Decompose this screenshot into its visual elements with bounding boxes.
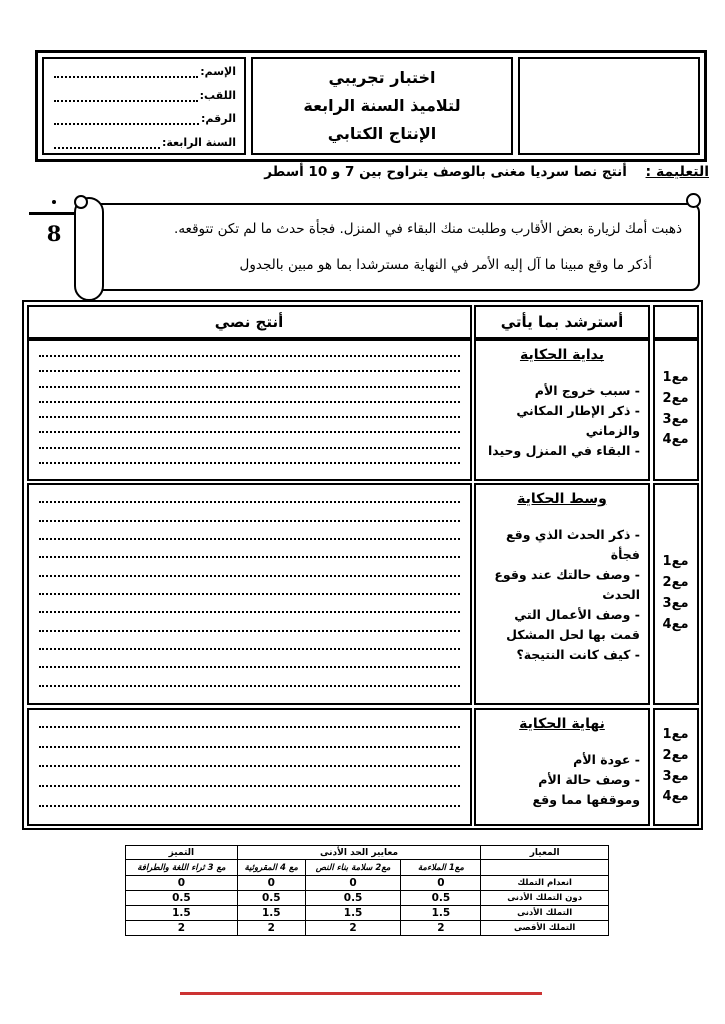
exam-title-block: [251, 57, 513, 155]
writing-dotted-line: [39, 355, 460, 357]
field-label: اللقب:: [199, 88, 236, 102]
criterion-tag: مع2: [662, 747, 689, 763]
criterion-tag: مع4: [662, 789, 689, 805]
student-info-field: [52, 89, 236, 102]
exam-title-line: لتلاميذ السنة الرابعة: [303, 96, 461, 115]
writing-dotted-line: [39, 593, 460, 595]
prompt-line-1: ذهبت أمك لزيارة بعض الأقارب وطلبت منك البقاء في المنزل. فجأة حدث ما لم تكن تتوقعه.: [174, 221, 682, 237]
rubric-row-label: انعدام التملك: [481, 876, 609, 891]
field-dotted-line: [54, 138, 160, 149]
rubric-value-cell: 0.5: [237, 891, 305, 906]
student-info-field: [52, 112, 236, 125]
bullet-item: - عودة الأم: [573, 751, 640, 767]
writing-dotted-line: [39, 746, 460, 748]
writing-area: [27, 339, 472, 481]
writing-dotted-line: [39, 648, 460, 650]
exam-title-line: الإنتاج الكتابي: [327, 124, 437, 143]
instruction-text: أنتج نصا سرديا مغنى بالوصف يتراوح بين 7 و 10 أسطر: [264, 164, 627, 180]
score-total: 8: [46, 221, 62, 246]
field-label: الإسم:: [200, 65, 236, 78]
writing-table: [22, 300, 703, 830]
rubric-data-row: [126, 906, 609, 921]
rubric-empty-cell: [481, 860, 609, 876]
criteria-cell: [653, 339, 699, 481]
criterion-tag: مع1: [662, 554, 689, 570]
rubric-value-cell: 0: [401, 876, 481, 891]
rubric-value-cell: 1.5: [401, 906, 481, 921]
instruction-label: التعليمة :: [645, 164, 709, 180]
writing-dotted-line: [39, 462, 460, 464]
student-info-box: [42, 57, 246, 155]
exam-title-line: اختبار تجريبي: [328, 68, 436, 87]
rubric-value-cell: 0: [126, 876, 238, 891]
rubric-column-header: مع1 الملاءمة: [401, 860, 481, 876]
rubric-value-cell: 0: [305, 876, 401, 891]
section-title: وسط الحكاية: [517, 491, 607, 507]
rubric-data-row: [126, 876, 609, 891]
field-dotted-line: [54, 91, 198, 102]
rubric-value-cell: 1.5: [126, 906, 238, 921]
rubric-subheader-row: [126, 860, 609, 876]
writing-dotted-line: [39, 431, 460, 433]
rubric-data-row: [126, 921, 609, 936]
writing-dotted-line: [39, 785, 460, 787]
rubric-header-row: [126, 846, 609, 860]
bullet-item: - ذكر الحدث الذي وقع فجأة: [506, 527, 640, 562]
criteria-column-header: [653, 305, 699, 339]
prompt-text: [82, 205, 698, 289]
writing-dotted-line: [39, 556, 460, 558]
field-dotted-line: [54, 114, 199, 125]
rubric-value-cell: 2: [237, 921, 305, 936]
scroll-roll-cap-icon: [74, 195, 88, 209]
rubric-value-cell: 2: [126, 921, 238, 936]
guide-cell: [474, 339, 650, 481]
red-underline: [180, 992, 542, 995]
criterion-tag: مع1: [662, 726, 689, 742]
writing-dotted-line: [39, 520, 460, 522]
rubric-value-cell: 1.5: [305, 906, 401, 921]
criterion-tag: مع4: [662, 432, 689, 448]
bullet-item: - سبب خروج الأم: [534, 382, 640, 398]
rubric-row-label: التملك الأدنى: [481, 906, 609, 921]
header-empty-box: [518, 57, 700, 155]
rubric-excellence-header: التميز: [126, 846, 238, 860]
writing-dotted-line: [39, 805, 460, 807]
criterion-tag: مع3: [662, 596, 689, 611]
criterion-tag: مع4: [662, 616, 689, 632]
criterion-tag: مع1: [662, 369, 689, 385]
writing-dotted-line: [39, 630, 460, 632]
rubric-column-header: مع2 سلامة بناء النص: [305, 860, 401, 876]
writing-area: [27, 483, 472, 705]
writing-dotted-line: [39, 386, 460, 388]
rubric-value-cell: 1.5: [237, 906, 305, 921]
rubric-value-cell: 0.5: [401, 891, 481, 906]
bullet-item: - وصف الأعمال التي قمت بها لحل المشكل: [506, 607, 640, 642]
section-bullets: [484, 381, 640, 461]
rubric-column-header: مع 4 المقروئية: [237, 860, 305, 876]
bullet-item: - وصف حالتك عند وقوع الحدث: [494, 567, 640, 602]
section-title: نهاية الحكاية: [519, 715, 605, 732]
student-info-field: [52, 136, 236, 149]
bullet-item: - البقاء في المنزل وحيدا: [487, 442, 640, 458]
rubric-value-cell: 2: [401, 921, 481, 936]
instruction-line: [19, 164, 709, 180]
section-title: بداية الحكاية: [519, 346, 605, 363]
writing-area: [27, 708, 472, 826]
writing-table-section: [27, 708, 699, 826]
header-table: [35, 50, 707, 162]
writing-dotted-line: [39, 575, 460, 577]
writing-table-header: [27, 305, 699, 339]
writing-table-section: [27, 483, 699, 705]
guide-column-header: أسترشد بما يأتي: [474, 305, 650, 339]
writing-table-section: [27, 339, 699, 481]
criteria-cell: [653, 708, 699, 826]
rubric-criterion-header: المعيار: [481, 846, 609, 860]
writing-dotted-line: [39, 501, 460, 503]
rubric-column-header: مع 3 ثراء اللغة والطرافة: [126, 860, 238, 876]
criterion-tag: مع3: [662, 411, 689, 427]
writing-dotted-line: [39, 370, 460, 372]
student-info-field: [52, 65, 236, 78]
rubric-value-cell: 0.5: [126, 891, 238, 906]
prompt-line-2: أذكر ما وقع مبينا ما آل إليه الأمر في النهاية مسترشدا بما هو مبين بالجدول: [239, 257, 652, 273]
writing-dotted-line: [39, 401, 460, 403]
rubric-row-label: التملك الأقصى: [481, 921, 609, 936]
writing-dotted-line: [39, 765, 460, 767]
rubric-table: [125, 845, 609, 936]
produce-column-header: أنتج نصي: [27, 305, 472, 339]
criteria-cell: [653, 483, 699, 705]
writing-dotted-line: [39, 666, 460, 668]
writing-dotted-line: [39, 685, 460, 687]
rubric-row-label: دون التملك الأدنى: [481, 891, 609, 906]
score-dot: [52, 200, 56, 204]
rubric-value-cell: 2: [305, 921, 401, 936]
rubric-value-cell: 0.5: [305, 891, 401, 906]
section-bullets: [484, 750, 640, 810]
writing-dotted-line: [39, 611, 460, 613]
writing-dotted-line: [39, 447, 460, 449]
criterion-tag: مع2: [662, 575, 689, 591]
story-prompt-scroll: [80, 203, 700, 291]
field-dotted-line: [54, 67, 198, 78]
writing-dotted-line: [39, 538, 460, 540]
writing-table-body: [27, 339, 699, 826]
rubric-min-group-header: معايير الحد الأدنى: [237, 846, 481, 860]
bullet-item: - وصف حالة الأم وموقفها مما وقع: [532, 771, 640, 807]
section-bullets: [484, 525, 640, 665]
criterion-tag: مع2: [662, 390, 689, 406]
writing-dotted-line: [39, 416, 460, 418]
guide-cell: [474, 483, 650, 705]
bullet-item: - كيف كانت النتيجة؟: [516, 647, 640, 662]
field-label: السنة الرابعة:: [161, 135, 236, 149]
guide-cell: [474, 708, 650, 826]
score-divider: [29, 212, 79, 215]
scroll-roll-icon: [74, 197, 104, 301]
bullet-item: - ذكر الإطار المكاني والزماني: [516, 402, 640, 438]
rubric-data-row: [126, 891, 609, 906]
criterion-tag: مع3: [662, 768, 689, 784]
rubric-value-cell: 0: [237, 876, 305, 891]
writing-dotted-line: [39, 726, 460, 728]
field-label: الرقم:: [201, 112, 236, 126]
